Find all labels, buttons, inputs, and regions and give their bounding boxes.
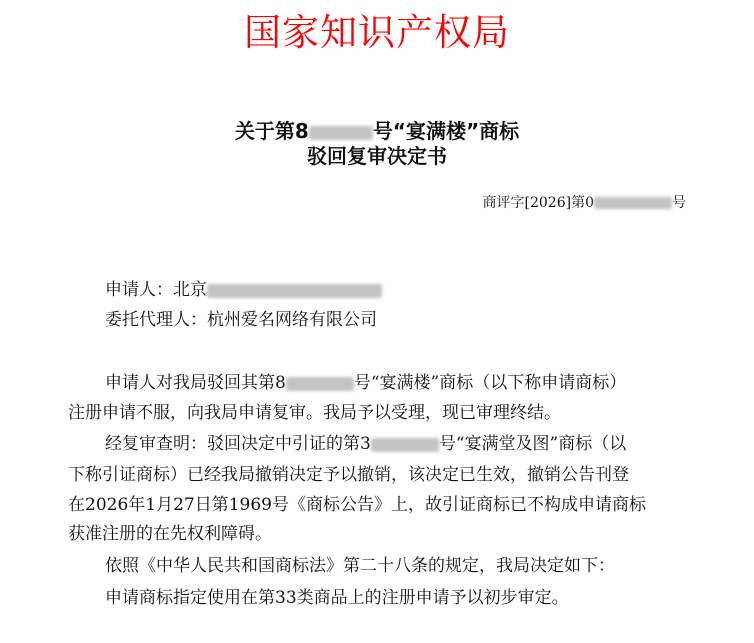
applicant-value: 北京 <box>173 280 207 300</box>
applicant-label: 申请人： <box>105 280 173 300</box>
document-number <box>483 192 686 214</box>
decision-title-line1 <box>0 118 754 144</box>
paragraph-1-line-1 <box>105 370 626 396</box>
agent-value: 杭州爱名网络有限公司 <box>207 310 377 330</box>
p1-text-b: 号“宴满楼”商标（以下称申请商标） <box>353 373 627 393</box>
redacted-document-number <box>594 197 672 209</box>
paragraph-2-line-3: 在2026年1月27日第1969号《商标公告》上，故引证商标已不构成申请商标 <box>68 495 646 515</box>
title-suffix: 号“宴满楼”商标 <box>372 119 520 143</box>
paragraph-4: 申请商标指定使用在第33类商品上的注册申请予以初步审定。 <box>105 588 569 608</box>
agency-name: 国家知识产权局 <box>244 11 510 54</box>
document-number-prefix: 商评字[2026]第0 <box>482 195 594 211</box>
paragraph-1-line-2: 注册申请不服，向我局申请复审。我局予以受理，现已审理终结。 <box>68 403 561 423</box>
redacted-mark-number <box>286 377 354 391</box>
redacted-cited-mark-number <box>371 438 439 452</box>
p1-text-a: 申请人对我局驳回其第8 <box>105 373 286 393</box>
p2-text-b: 号“宴满堂及图”商标（以 <box>438 434 627 454</box>
p2-text-a: 经复审查明：驳回决定中引证的第3 <box>105 434 371 454</box>
redacted-applicant-name <box>207 284 382 298</box>
title-prefix: 关于第8 <box>234 119 309 143</box>
applicant-line <box>105 277 382 303</box>
paragraph-2-line-2: 下称引证商标）已经我局撤销决定予以撤销，该决定已生效，撤销公告刊登 <box>68 465 629 485</box>
agent-label: 委托代理人： <box>105 310 207 330</box>
paragraph-2-line-1 <box>105 431 626 457</box>
paragraph-2-line-4: 获准注册的在先权利障碍。 <box>68 524 272 544</box>
paragraph-3: 依照《中华人民共和国商标法》第二十八条的规定，我局决定如下： <box>105 556 615 576</box>
agent-line <box>105 307 377 333</box>
document-number-suffix: 号 <box>672 195 686 211</box>
decision-title-line2: 驳回复审决定书 <box>307 144 447 168</box>
redacted-mark-number <box>309 126 373 140</box>
